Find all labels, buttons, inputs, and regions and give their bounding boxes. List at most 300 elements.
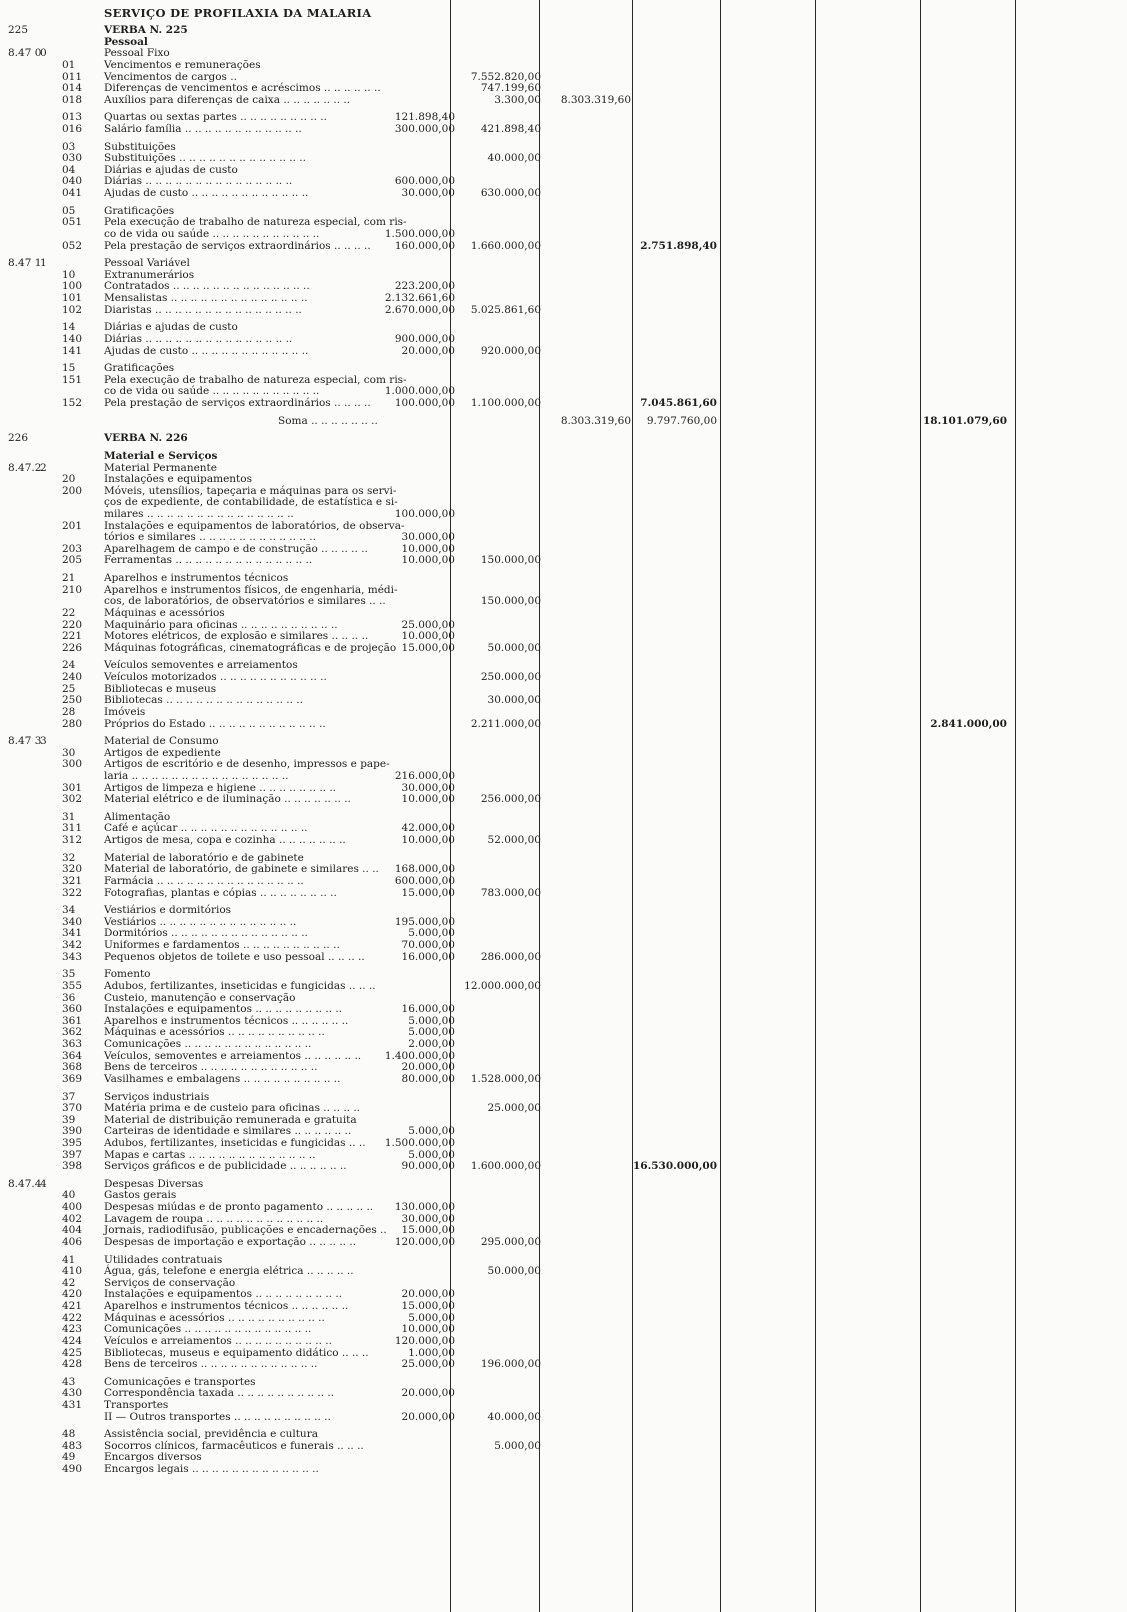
row-description: Pela prestação de serviços extraordinários .. .. .. ..: [104, 397, 371, 409]
row-code: 100: [62, 280, 83, 293]
amount-col-2: 5.000,00: [494, 1439, 541, 1452]
row-code: 03: [62, 140, 76, 153]
ledger-row: [0, 1387, 1127, 1399]
amount-col-1: 5.000,00: [408, 1148, 455, 1161]
ledger-row: [0, 992, 1127, 1004]
amount-col-1: 10.000,00: [401, 542, 455, 555]
row-code: 421: [62, 1300, 83, 1312]
row-code: 20: [62, 473, 76, 486]
amount-col-1: 10.000,00: [401, 793, 455, 806]
row-code: 05: [62, 204, 76, 217]
ledger-row: [0, 292, 1127, 304]
row-description: Gastos gerais: [104, 1189, 177, 1202]
row-code: 011: [62, 70, 83, 83]
row-description: Diferenças de vencimentos e acréscimos .. .. .. .. .. ..: [104, 82, 381, 95]
row-description: Pela prestação de serviços extraordinários .. .. .. ..: [104, 239, 371, 252]
row-description: Contratados .. .. .. .. .. .. .. .. .. .. .. .. .. ..: [104, 280, 310, 293]
row-code: 030: [62, 152, 83, 165]
ledger-row: [0, 333, 1127, 345]
row-code: 321: [62, 874, 83, 887]
amount-col-2: 2.211.000,00: [470, 717, 541, 730]
ledger-row: [0, 374, 1127, 386]
row-description: Substituições: [104, 140, 176, 153]
ledger-row: [0, 904, 1127, 916]
ledger-row: [0, 968, 1127, 980]
ledger-row: [0, 1376, 1127, 1388]
row-description: Despesas de importação e exportação .. .. .. .. ..: [104, 1235, 357, 1248]
row-code: 018: [62, 93, 83, 106]
ledger-row: [0, 584, 1127, 596]
ledger-row: [0, 1178, 1127, 1190]
row-description: Comunicações e transportes: [104, 1375, 256, 1388]
ledger-row: [0, 642, 1127, 654]
ledger-row: [0, 520, 1127, 532]
row-code: 410: [62, 1265, 83, 1278]
row-description: Aparelhos e instrumentos técnicos .. .. .. .. .. ..: [104, 1300, 349, 1312]
row-code: 4: [40, 1177, 47, 1190]
ledger-row: [0, 1160, 1127, 1172]
row-code: 355: [62, 979, 83, 992]
amount-col-2: 1.100.000,00: [470, 397, 541, 409]
row-code: 340: [62, 915, 83, 928]
ledger-row: [0, 1149, 1127, 1161]
row-description: Material e Serviços: [104, 449, 218, 462]
amount-col-2: 196.000,00: [480, 1358, 541, 1371]
row-description: VERBA N. 226: [104, 432, 188, 445]
ledger-row: [0, 1026, 1127, 1038]
amount-col-2: 5.025.861,60: [470, 303, 541, 316]
amount-col-1: 216.000,00: [394, 770, 455, 782]
row-code: 490: [62, 1463, 83, 1476]
ledger-row: [0, 595, 1127, 607]
row-description: Soma .. .. .. .. .. .. ..: [278, 414, 378, 427]
row-code: 43: [62, 1375, 76, 1388]
row-code: 48: [62, 1428, 76, 1441]
row-code: 101: [62, 292, 83, 304]
ledger-row: [0, 228, 1127, 240]
row-description: Vestiários .. .. .. .. .. .. .. .. .. .. .. .. .. ..: [104, 915, 297, 928]
amount-col-1: 70.000,00: [401, 939, 455, 951]
row-code: 360: [62, 1003, 83, 1016]
row-description: Aparelhos e instrumentos físicos, de engenharia, médi-: [104, 583, 398, 596]
row-description: laria .. .. .. .. .. .. .. .. .. .. .. .. .. .. .. ..: [104, 770, 289, 782]
row-code: 221: [62, 630, 83, 643]
amount-col-2: 1.660.000,00: [470, 239, 541, 252]
ledger-row: [0, 269, 1127, 281]
ledger-row: [0, 415, 1127, 427]
amount-col-1: 100.000,00: [394, 507, 455, 520]
row-code: 102: [62, 303, 83, 316]
ledger-row: [0, 782, 1127, 794]
amount-col-2: 30.000,00: [487, 694, 541, 707]
row-description: Material elétrico e de iluminação .. .. .. .. .. .. ..: [104, 793, 351, 806]
row-code: 322: [62, 886, 83, 899]
ledger-row: [0, 1463, 1127, 1475]
row-code: 49: [62, 1451, 76, 1464]
amount-col-2: 7.552.820,00: [470, 70, 541, 83]
amount-col-1: 25.000,00: [401, 1358, 455, 1371]
amount-col-1: 42.000,00: [401, 822, 455, 835]
amount-col-1: 5.000,00: [408, 927, 455, 940]
row-code: 280: [62, 717, 83, 730]
amount-col-4: 2.751.898,40: [640, 239, 717, 252]
amount-col-1: 100.000,00: [394, 397, 455, 409]
row-code: 14: [62, 321, 76, 334]
row-code: 300: [62, 758, 83, 771]
ledger-row: [0, 240, 1127, 252]
ledger-row: [0, 793, 1127, 805]
ledger-row: [0, 1335, 1127, 1347]
row-description: milares .. .. .. .. .. .. .. .. .. .. .. .. .. .. ..: [104, 507, 294, 520]
ledger-row: [0, 1073, 1127, 1085]
amount-col-1: 1.500.000,00: [384, 1136, 455, 1149]
row-code: 40: [62, 1189, 76, 1202]
amount-col-1: 15.000,00: [401, 641, 455, 654]
row-code: 31: [62, 810, 76, 823]
amount-col-1: 30.000,00: [401, 531, 455, 544]
ledger-row: [0, 257, 1127, 269]
ledger-row: [0, 1399, 1127, 1411]
row-description: Serviços gráficos e de publicidade .. .. .. .. .. ..: [104, 1160, 347, 1173]
row-code: 397: [62, 1148, 83, 1161]
row-code: 226: [62, 641, 83, 654]
row-code: 22: [62, 606, 76, 619]
row-description: Vasilhames e embalagens .. .. .. .. .. .. .. .. .. ..: [104, 1072, 341, 1085]
row-label: 8.47.4: [8, 1177, 42, 1190]
row-code: 41: [62, 1253, 76, 1266]
row-description: Aparelhos e instrumentos técnicos .. .. .. .. .. ..: [104, 1014, 349, 1027]
row-description: Adubos, fertilizantes, inseticidas e fungicidas .. .. ..: [104, 979, 376, 992]
row-description: Gratificações: [104, 204, 175, 217]
row-description: Substituições .. .. .. .. .. .. .. .. .. .. .. .. ..: [104, 152, 306, 165]
row-code: 422: [62, 1311, 83, 1324]
row-code: 42: [62, 1276, 76, 1289]
amount-col-1: 16.000,00: [401, 950, 455, 963]
ledger-row: [0, 473, 1127, 485]
row-code: 424: [62, 1334, 83, 1347]
row-code: 369: [62, 1072, 83, 1085]
ledger-row: [0, 822, 1127, 834]
row-code: 201: [62, 519, 83, 532]
row-description: Encargos diversos: [104, 1451, 202, 1464]
amount-col-1: 1.400.000,00: [384, 1049, 455, 1062]
ledger-row: [0, 1015, 1127, 1027]
row-description: Utilidades contratuais: [104, 1253, 223, 1266]
row-description: Carteiras de identidade e similares .. .. .. .. .. ..: [104, 1125, 352, 1138]
ledger-row: [0, 531, 1127, 543]
row-code: 312: [62, 834, 83, 847]
amount-col-1: 121.898,40: [394, 111, 455, 124]
amount-col-1: 15.000,00: [401, 886, 455, 899]
row-description: Vencimentos e remunerações: [104, 58, 261, 71]
ledger-row: [0, 706, 1127, 718]
ledger-row: [0, 1189, 1127, 1201]
row-description: Encargos legais .. .. .. .. .. .. .. .. .. .. .. .. ..: [104, 1463, 319, 1476]
row-description: Despesas Diversas: [104, 1177, 204, 1190]
row-description: tórios e similares .. .. .. .. .. .. .. .. .. .. .. ..: [104, 531, 316, 544]
amount-col-1: 10.000,00: [401, 630, 455, 643]
row-description: Água, gás, telefone e energia elétrica .. .. .. .. ..: [104, 1265, 354, 1278]
row-code: 200: [62, 484, 83, 497]
row-description: Máquinas fotográficas, cinematográficas e de projeção: [104, 641, 397, 654]
row-code: 302: [62, 793, 83, 806]
ledger-row: [0, 82, 1127, 94]
amount-col-1: 20.000,00: [401, 1061, 455, 1074]
ledger-row: [0, 916, 1127, 928]
amount-col-2: 150.000,00: [480, 554, 541, 567]
row-description: Veículos motorizados .. .. .. .. .. .. .. .. .. .. ..: [104, 671, 327, 683]
ledger-row: [0, 1440, 1127, 1452]
row-description: Imóveis: [104, 705, 146, 718]
row-code: 151: [62, 373, 83, 386]
row-code: 24: [62, 659, 76, 672]
row-code: 28: [62, 705, 76, 718]
row-code: 423: [62, 1323, 83, 1336]
amount-col-2: 52.000,00: [487, 834, 541, 847]
row-code: 140: [62, 332, 83, 345]
amount-col-1: 2.670.000,00: [384, 303, 455, 316]
ledger-row: [0, 1451, 1127, 1463]
amount-col-2: 25.000,00: [487, 1102, 541, 1115]
amount-col-2: 286.000,00: [480, 950, 541, 963]
row-code: 36: [62, 991, 76, 1004]
row-code: 35: [62, 968, 76, 981]
row-description: Ajudas de custo .. .. .. .. .. .. .. .. .. .. .. ..: [104, 344, 309, 357]
ledger-row: [0, 496, 1127, 508]
row-description: Gratificações: [104, 362, 175, 375]
row-description: Serviços de conservação: [104, 1276, 236, 1289]
ledger-row: [0, 735, 1127, 747]
ledger-row: [0, 554, 1127, 566]
ledger-row: [0, 1114, 1127, 1126]
amount-col-2: 295.000,00: [480, 1235, 541, 1248]
row-description: Comunicações .. .. .. .. .. .. .. .. .. .. .. .. ..: [104, 1323, 312, 1336]
amount-col-1: 15.000,00: [401, 1300, 455, 1312]
row-code: 341: [62, 927, 83, 940]
row-code: 311: [62, 822, 83, 835]
row-description: Café e açúcar .. .. .. .. .. .. .. .. .. .. .. .. ..: [104, 822, 308, 835]
row-description: ços de expediente, de contabilidade, de estatística e si-: [104, 496, 398, 509]
row-description: Artigos de limpeza e higiene .. .. .. .. .. .. .. ..: [104, 781, 337, 794]
row-description: Artigos de mesa, copa e cozinha .. .. .. .. .. .. ..: [104, 834, 346, 847]
row-code: 34: [62, 904, 76, 917]
row-description: II — Outros transportes .. .. .. .. .. .. .. .. .. ..: [104, 1410, 331, 1423]
row-code: 368: [62, 1061, 83, 1074]
row-description: Fomento: [104, 968, 151, 981]
amount-col-1: 15.000,00: [401, 1224, 455, 1237]
amount-col-2: 150.000,00: [480, 595, 541, 608]
row-description: Veículos, semoventes e arreiamentos .. .. .. .. .. ..: [104, 1049, 362, 1062]
row-code: 301: [62, 781, 83, 794]
row-description: Máquinas e acessórios .. .. .. .. .. .. .. .. .. ..: [104, 1026, 325, 1039]
row-code: 390: [62, 1125, 83, 1138]
amount-col-2: 250.000,00: [480, 671, 541, 683]
row-description: Alimentação: [104, 810, 171, 823]
row-description: Máquinas e acessórios .. .. .. .. .. .. .. .. .. ..: [104, 1311, 325, 1324]
amount-col-2: 3.300,00: [494, 93, 541, 106]
row-description: Instalações e equipamentos .. .. .. .. .. .. .. .. ..: [104, 1003, 343, 1016]
amount-col-1: 30.000,00: [401, 781, 455, 794]
ledger-row: [0, 205, 1127, 217]
row-code: 400: [62, 1201, 83, 1213]
row-code: 210: [62, 583, 83, 596]
row-code: 363: [62, 1038, 83, 1050]
row-description: VERBA N. 225: [104, 24, 188, 36]
row-description: Auxílios para diferenças de caixa .. .. .. .. .. .. ..: [104, 93, 351, 106]
amount-col-2: 256.000,00: [480, 793, 541, 806]
row-description: Máquinas e acessórios: [104, 606, 225, 619]
amount-col-1: 20.000,00: [401, 344, 455, 357]
amount-col-1: 195.000,00: [394, 915, 455, 928]
amount-col-2: 1.600.000,00: [470, 1160, 541, 1173]
row-label: 8.47 0: [8, 47, 42, 60]
row-description: Transportes: [104, 1399, 169, 1411]
row-description: Pela execução de trabalho de natureza especial, com ris-: [104, 373, 407, 386]
row-description: Adubos, fertilizantes, inseticidas e fungicidas .. ..: [104, 1136, 366, 1149]
row-description: Diárias .. .. .. .. .. .. .. .. .. .. .. .. .. .. ..: [104, 332, 293, 345]
row-code: 041: [62, 187, 83, 200]
amount-col-3: 8.303.319,60: [560, 414, 631, 427]
row-code: 39: [62, 1113, 76, 1126]
ledger-row: [0, 1411, 1127, 1423]
row-description: Instalações e equipamentos de laboratórios, de observa-: [104, 519, 405, 532]
ledger-row: [0, 462, 1127, 474]
row-code: 051: [62, 216, 83, 229]
ledger-row: [0, 1102, 1127, 1114]
row-code: 402: [62, 1212, 83, 1225]
ledger-row: [0, 863, 1127, 875]
row-description: Bens de terceiros .. .. .. .. .. .. .. .. .. .. .. ..: [104, 1061, 318, 1074]
ledger-row: [0, 152, 1127, 164]
ledger-row: [0, 683, 1127, 695]
amount-col-1: 5.000,00: [408, 1014, 455, 1027]
row-code: 0: [40, 47, 47, 60]
row-code: 420: [62, 1288, 83, 1301]
row-description: Bibliotecas e museus: [104, 682, 217, 695]
row-code: 240: [62, 671, 83, 683]
ledger-row: [0, 1224, 1127, 1236]
row-description: Bibliotecas .. .. .. .. .. .. .. .. .. .. .. .. .. ..: [104, 694, 303, 707]
ledger-row: [0, 630, 1127, 642]
ledger-row: [0, 397, 1127, 409]
ledger-row: [0, 164, 1127, 176]
row-code: 370: [62, 1102, 83, 1115]
row-description: Instalações e equipamentos: [104, 473, 252, 486]
amount-col-1: 16.000,00: [401, 1003, 455, 1016]
row-code: 220: [62, 618, 83, 631]
amount-col-1: 20.000,00: [401, 1410, 455, 1423]
row-code: 430: [62, 1387, 83, 1400]
amount-col-1: 2.132.661,60: [384, 292, 455, 304]
row-description: Assistência social, previdência e cultura: [104, 1428, 318, 1441]
amount-col-3: 8.303.319,60: [560, 93, 631, 106]
row-description: Pessoal: [104, 35, 148, 48]
row-description: Material de Consumo: [104, 735, 219, 748]
ledger-row: [0, 770, 1127, 782]
amount-col-4: 7.045.861,60: [640, 397, 717, 409]
amount-col-2: 920.000,00: [480, 344, 541, 357]
row-description: Aparelhagem de campo e de construção .. .. .. .. ..: [104, 542, 368, 555]
row-description: Correspondência taxada .. .. .. .. .. .. .. .. .. ..: [104, 1387, 335, 1400]
row-code: 205: [62, 554, 83, 567]
row-description: Matéria prima e de custeio para oficinas .. .. .. ..: [104, 1102, 361, 1115]
amount-col-1: 5.000,00: [408, 1125, 455, 1138]
row-description: Diárias e ajudas de custo: [104, 321, 238, 334]
ledger-row: [0, 47, 1127, 59]
ledger-row: [0, 887, 1127, 899]
ledger-row: [0, 607, 1127, 619]
ledger-row: [0, 875, 1127, 887]
amount-col-1: 120.000,00: [394, 1334, 455, 1347]
row-description: Bibliotecas, museus e equipamento didático .. .. ..: [104, 1346, 369, 1359]
row-label: 8.47 3: [8, 735, 42, 748]
row-code: 37: [62, 1090, 76, 1103]
row-description: Pessoal Variável: [104, 257, 190, 270]
ledger-row: [0, 1254, 1127, 1266]
amount-col-1: 1.500.000,00: [384, 227, 455, 240]
row-description: Aparelhos e instrumentos técnicos: [104, 572, 289, 584]
amount-col-1: 20.000,00: [401, 1387, 455, 1400]
ledger-row: [0, 1201, 1127, 1213]
amount-col-4: 9.797.760,00: [646, 414, 717, 427]
amount-col-5: 18.101.079,60: [922, 414, 1007, 427]
row-code: 30: [62, 746, 76, 759]
row-label: 226: [8, 432, 29, 445]
row-code: 406: [62, 1235, 83, 1248]
row-code: 04: [62, 163, 76, 176]
ledger-row: [0, 111, 1127, 123]
row-code: 152: [62, 397, 83, 409]
amount-col-1: 20.000,00: [401, 1288, 455, 1301]
row-code: 2: [40, 461, 47, 474]
amount-col-1: 90.000,00: [401, 1160, 455, 1173]
ledger-row: [0, 280, 1127, 292]
ledger-row: [0, 304, 1127, 316]
row-description: Custeio, manutenção e conservação: [104, 991, 296, 1004]
ledger-row: [0, 1236, 1127, 1248]
row-label: 8.47.2: [8, 461, 42, 474]
amount-col-1: 120.000,00: [394, 1235, 455, 1248]
row-description: Salário família .. .. .. .. .. .. .. .. .. .. .. ..: [104, 123, 302, 135]
row-code: 320: [62, 863, 83, 876]
ledger-row: [0, 758, 1127, 770]
ledger-row: [0, 1288, 1127, 1300]
ledger-row: [0, 94, 1127, 106]
amount-col-1: 2.000,00: [408, 1038, 455, 1050]
ledger-row: [0, 123, 1127, 135]
row-code: 361: [62, 1014, 83, 1027]
ledger-row: [0, 1312, 1127, 1324]
row-code: 141: [62, 344, 83, 357]
amount-col-2: 747.199,60: [480, 82, 541, 95]
amount-col-1: 300.000,00: [394, 123, 455, 135]
row-description: Ajudas de custo .. .. .. .. .. .. .. .. .. .. .. ..: [104, 187, 309, 200]
row-label: 225: [8, 24, 29, 36]
ledger-row: [0, 175, 1127, 187]
ledger-row: [0, 1038, 1127, 1050]
row-code: 362: [62, 1026, 83, 1039]
row-description: Material de distribuição remunerada e gratuita: [104, 1113, 357, 1126]
ledger-row: [0, 345, 1127, 357]
ledger-row: [0, 747, 1127, 759]
row-description: Vencimentos de cargos ..: [104, 70, 237, 83]
row-description: Artigos de escritório e de desenho, impressos e pape-: [104, 758, 390, 771]
amount-col-1: 5.000,00: [408, 1026, 455, 1039]
amount-col-1: 25.000,00: [401, 618, 455, 631]
row-code: 343: [62, 950, 83, 963]
amount-col-1: 168.000,00: [394, 863, 455, 876]
amount-col-2: 50.000,00: [487, 641, 541, 654]
